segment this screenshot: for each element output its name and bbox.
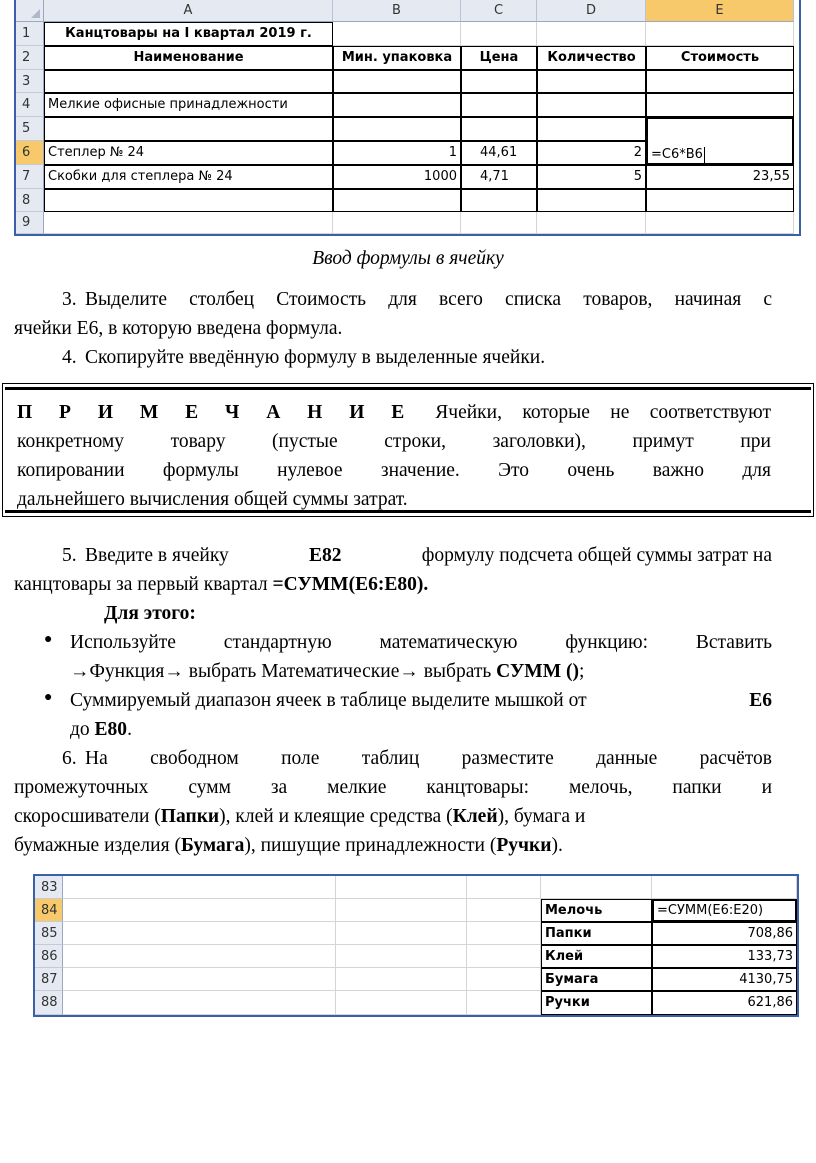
- step-5-number: 5.: [62, 545, 77, 566]
- bullet-2-to: Е80: [94, 719, 128, 740]
- row-header-3[interactable]: 3: [16, 70, 44, 93]
- step-5-text-b: формулу подсчета общей суммы затрат на: [421, 545, 772, 566]
- cell-c4[interactable]: [461, 93, 537, 117]
- column-header-a[interactable]: A: [44, 0, 333, 22]
- bullet-2-to-word: до: [70, 719, 90, 740]
- step-6-bumaga: Бумага: [180, 835, 245, 856]
- column-header-d[interactable]: D: [537, 0, 646, 22]
- step-4-number: 4.: [62, 347, 77, 368]
- note-label: П Р И М Е Ч А Н И Е: [17, 402, 416, 423]
- cell-c9[interactable]: [461, 212, 537, 234]
- bullet-2-text: Суммируемый диапазон ячеек в таблице выделите мышкой от: [70, 690, 587, 711]
- cell-d4[interactable]: [537, 93, 646, 117]
- select-all-corner[interactable]: [16, 0, 44, 22]
- cell-e84-formula-editing[interactable]: =СУММ(E6:E20): [652, 899, 797, 922]
- cell-d1[interactable]: [537, 22, 646, 46]
- step-6-number: 6.: [62, 748, 77, 769]
- bullet-2-end: .: [127, 719, 132, 740]
- cell-a84[interactable]: [63, 899, 336, 922]
- cell-a2-header[interactable]: Наименование: [44, 46, 333, 70]
- cell-b83[interactable]: [336, 876, 467, 899]
- step-5-formula: =СУММ(Е6:Е80).: [272, 574, 429, 595]
- row-header-9[interactable]: 9: [16, 212, 44, 234]
- cell-c3[interactable]: [461, 70, 537, 93]
- cell-a4-group[interactable]: Мелкие офисные принадлежности: [44, 93, 333, 117]
- bullet-2-line-2: [70, 715, 132, 744]
- column-header-b[interactable]: B: [333, 0, 461, 22]
- row-header-8[interactable]: 8: [16, 189, 44, 212]
- cell-c6[interactable]: 44,61: [461, 141, 537, 165]
- bullet-1-end: ;: [578, 661, 585, 682]
- cell-c2-header[interactable]: Цена: [461, 46, 537, 70]
- step-5-text-a: Введите в ячейку: [85, 545, 229, 566]
- note-line-4: дальнейшего вычисления общей суммы затрат.: [17, 489, 408, 510]
- cell-e6-formula-editing[interactable]: [646, 117, 794, 165]
- cell-c83[interactable]: [467, 876, 541, 899]
- cell-c7[interactable]: 4,71: [461, 165, 537, 189]
- cell-e83[interactable]: [652, 876, 797, 899]
- cell-b1[interactable]: [333, 22, 461, 46]
- step-6-text-e: ), бумага и: [497, 806, 586, 827]
- cell-a85[interactable]: [63, 922, 336, 945]
- cell-b88[interactable]: [336, 991, 467, 1015]
- cell-d7[interactable]: 5: [537, 165, 646, 189]
- cell-d87-label[interactable]: Бумага: [541, 968, 652, 991]
- step-5-line-1: [85, 541, 772, 570]
- step-6-text-4e: ).: [551, 835, 563, 856]
- bullet-1-line-1: Используйте стандартную математическую функцию: Вставить: [70, 632, 772, 653]
- bullet-1-function: СУММ (): [496, 661, 579, 682]
- note-line-1: Ячейки, которые не соответствуют: [435, 402, 771, 423]
- cell-d2-header[interactable]: Количество: [537, 46, 646, 70]
- cell-e86-value[interactable]: 133,73: [652, 945, 797, 968]
- cell-a88[interactable]: [63, 991, 336, 1015]
- row-header-84[interactable]: 84: [35, 899, 63, 922]
- column-header-c[interactable]: C: [461, 0, 537, 22]
- bullet-1-icon: ●: [44, 632, 53, 647]
- step-5-cell-ref: Е82: [309, 545, 342, 566]
- row-header-83[interactable]: 83: [35, 876, 63, 899]
- bullet-1-line-2: [70, 657, 584, 686]
- cell-b9[interactable]: [333, 212, 461, 234]
- cell-e4[interactable]: [646, 93, 794, 117]
- cell-a1-title[interactable]: Канцтовары на I квартал 2019 г.: [44, 22, 333, 46]
- cell-b84[interactable]: [336, 899, 467, 922]
- cell-c87[interactable]: [467, 968, 541, 991]
- cell-b8[interactable]: [333, 189, 461, 212]
- step-6-text-4a: бумажные изделия (: [14, 835, 181, 856]
- cell-c5[interactable]: [461, 117, 537, 141]
- note-content: [17, 398, 771, 514]
- step-4-text: Скопируйте введённую формулу в выделенные ячейки.: [85, 347, 546, 368]
- cell-b87[interactable]: [336, 968, 467, 991]
- cell-b86[interactable]: [336, 945, 467, 968]
- step-3-line-2: ячейки Е6, в которую введена формула.: [14, 318, 343, 339]
- bullet-2-from: Е6: [749, 690, 772, 711]
- row-header-5[interactable]: 5: [16, 117, 44, 141]
- cell-e87-value[interactable]: 4130,75: [652, 968, 797, 991]
- cell-e1[interactable]: [646, 22, 794, 46]
- cell-c86[interactable]: [467, 945, 541, 968]
- cell-c84[interactable]: [467, 899, 541, 922]
- step-3-line-1: Выделите столбец Стоимость для всего списка товаров, начиная с: [85, 289, 772, 310]
- text-cursor: [704, 147, 705, 163]
- step-5-for-this: Для этого:: [104, 603, 196, 624]
- cell-a87[interactable]: [63, 968, 336, 991]
- cell-e88-value[interactable]: 621,86: [652, 991, 797, 1015]
- formula-text: =C6*B6: [651, 147, 703, 162]
- bullet-2-icon: ●: [44, 690, 53, 705]
- cell-e8[interactable]: [646, 189, 794, 212]
- cell-d86-label[interactable]: Клей: [541, 945, 652, 968]
- step-6-line-3-a: [14, 802, 585, 831]
- cell-b4[interactable]: [333, 93, 461, 117]
- cell-b2-header[interactable]: Мин. упаковка: [333, 46, 461, 70]
- step-5-line-2: [14, 570, 428, 599]
- cell-a6-item[interactable]: Степлер № 24: [44, 141, 333, 165]
- cell-a7-item[interactable]: Скобки для степлера № 24: [44, 165, 333, 189]
- step-6-line-1: На свободном поле таблиц разместите данные расчётов: [85, 748, 772, 769]
- note-line-3: копировании формулы нулевое значение. Это очень важно для: [17, 460, 771, 481]
- spreadsheet-stationery: [14, 0, 801, 236]
- row-header-86[interactable]: 86: [35, 945, 63, 968]
- row-header-85[interactable]: 85: [35, 922, 63, 945]
- step-6-text-4c: ), пишущие принадлежности (: [244, 835, 497, 856]
- cell-a83[interactable]: [63, 876, 336, 899]
- bullet-1-text: →Функция→ выбрать Математические→ выбрать: [70, 661, 492, 682]
- cell-b5[interactable]: [333, 117, 461, 141]
- row-header-87[interactable]: 87: [35, 968, 63, 991]
- step-6-line-4: [14, 831, 563, 860]
- cell-b6[interactable]: 1: [333, 141, 461, 165]
- cell-b85[interactable]: [336, 922, 467, 945]
- cell-d3[interactable]: [537, 70, 646, 93]
- step-6-klei: Клей: [452, 806, 498, 827]
- row-header-4[interactable]: 4: [16, 93, 44, 117]
- cell-d9[interactable]: [537, 212, 646, 234]
- spreadsheet-subtotals: [33, 874, 799, 1017]
- step-6-text-c: ), клей и клеящие средства (: [219, 806, 453, 827]
- cell-c85[interactable]: [467, 922, 541, 945]
- cell-d6[interactable]: 2: [537, 141, 646, 165]
- cell-e7[interactable]: 23,55: [646, 165, 794, 189]
- cell-a9[interactable]: [44, 212, 333, 234]
- cell-b7[interactable]: 1000: [333, 165, 461, 189]
- cell-c88[interactable]: [467, 991, 541, 1015]
- cell-d84-label[interactable]: Мелочь: [541, 899, 652, 922]
- cell-b3[interactable]: [333, 70, 461, 93]
- cell-a3[interactable]: [44, 70, 333, 93]
- figure-caption: Ввод формулы в ячейку: [312, 248, 504, 269]
- row-header-7[interactable]: 7: [16, 165, 44, 189]
- note-line-2: конкретному товару (пустые строки, заголовки), примут при: [17, 431, 771, 452]
- row-header-2[interactable]: 2: [16, 46, 44, 70]
- cell-e3[interactable]: [646, 70, 794, 93]
- cell-e9[interactable]: [646, 212, 794, 234]
- cell-d5[interactable]: [537, 117, 646, 141]
- column-header-e[interactable]: E: [646, 0, 794, 22]
- bullet-2-line-1: [70, 686, 772, 715]
- cell-a8[interactable]: [44, 189, 333, 212]
- cell-e2-header[interactable]: Стоимость: [646, 46, 794, 70]
- cell-e85-value[interactable]: 708,86: [652, 922, 797, 945]
- cell-d83[interactable]: [541, 876, 652, 899]
- row-header-1[interactable]: 1: [16, 22, 44, 46]
- step-6-text-a: скоросшиватели (: [14, 806, 161, 827]
- cell-a86[interactable]: [63, 945, 336, 968]
- step-6-papki: Папки: [160, 806, 220, 827]
- step-5-text-c: канцтовары за первый квартал: [14, 574, 268, 595]
- cell-d85-label[interactable]: Папки: [541, 922, 652, 945]
- step-3-number: 3.: [62, 289, 77, 310]
- cell-c8[interactable]: [461, 189, 537, 212]
- row-header-6[interactable]: 6: [16, 141, 44, 165]
- step-6-line-2: промежуточных сумм за мелкие канцтовары: мелочь, папки и: [14, 777, 772, 798]
- note-box: [2, 383, 814, 517]
- cell-d8[interactable]: [537, 189, 646, 212]
- step-6-line-3: [14, 802, 772, 831]
- step-6-ruchki: Ручки: [496, 835, 552, 856]
- cell-a5[interactable]: [44, 117, 333, 141]
- row-header-88[interactable]: 88: [35, 991, 63, 1015]
- cell-c1[interactable]: [461, 22, 537, 46]
- cell-d88-label[interactable]: Ручки: [541, 991, 652, 1015]
